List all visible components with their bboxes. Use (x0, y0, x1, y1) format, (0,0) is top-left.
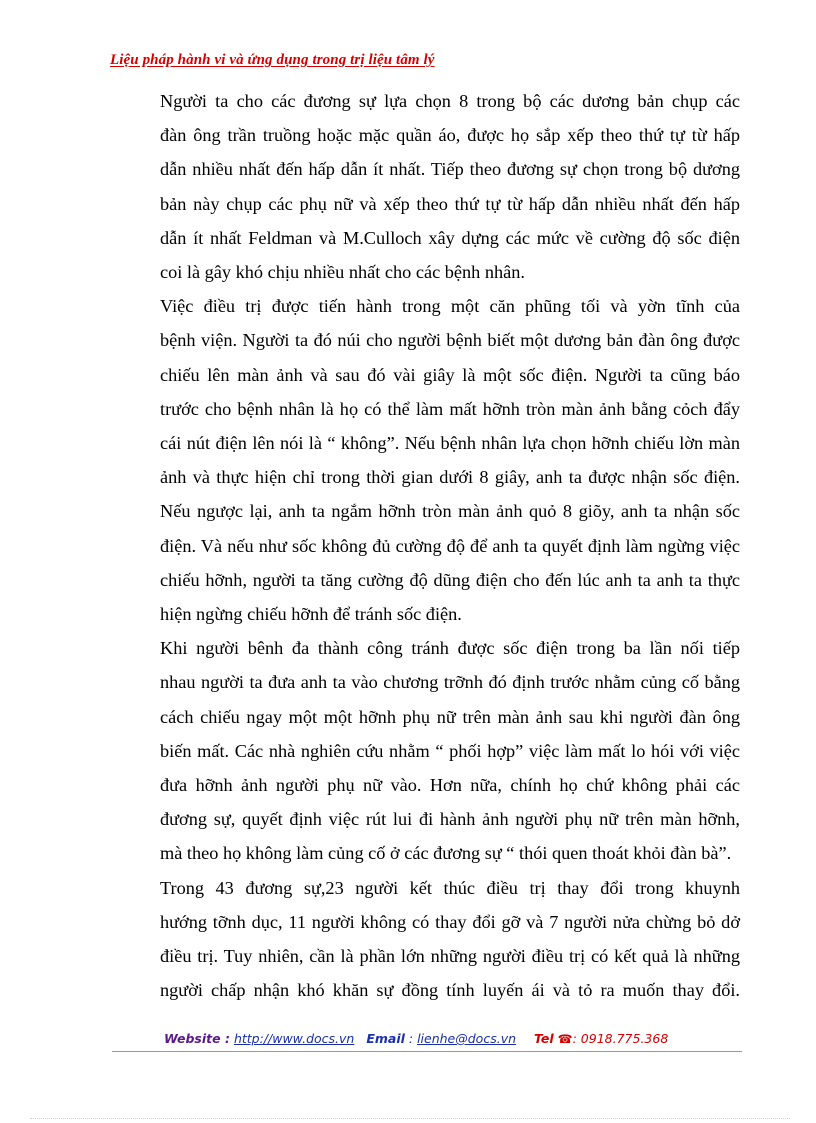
text-line: dẫn ít nhất Feldman và M.Culloch xây dựng các mức về cường độ sốc điện (160, 227, 740, 248)
text-line: Nếu ngược lại, anh ta ngắm hỡnh tròn màn ảnh quỏ 8 giõy, anh ta nhận sốc (160, 501, 740, 522)
text-line: điện. Và nếu như sốc không đủ cường độ để anh ta quyết định làm ngừng việc (160, 535, 740, 556)
text-line: đàn ông trần truồng hoặc mặc quần áo, được họ sắp xếp theo thứ tự từ hấp (160, 125, 740, 146)
text-line: Khi người bênh đa thành công tránh được sốc điện trong ba lần nối tiếp (160, 638, 740, 659)
text-line: đưa hỡnh ảnh người phụ nữ vào. Hơn nữa, chính họ chứ không phải các (160, 775, 740, 796)
paragraph-4 (112, 871, 740, 1008)
text-line: người chấp nhận khó khăn sự đồng tính luyến ái và tỏ ra muốn thay đổi. (160, 980, 740, 1001)
text-line: coi là gây khó chịu nhiều nhất cho các bệnh nhân. (160, 262, 525, 283)
text-line: nhau người ta đưa anh ta vào chương trỡnh đó định trước nhằm củng cố bằng (160, 672, 740, 693)
paragraph-3 (112, 631, 740, 870)
text-line: Việc điều trị được tiến hành trong một căn phũng tối và yờn tĩnh của (160, 296, 740, 317)
paragraph-1 (112, 84, 740, 289)
email-label: Email (366, 1031, 405, 1046)
text-line: chiếu hỡnh, người ta tăng cường độ dũng điện cho đến lúc anh ta anh ta thực (160, 569, 740, 590)
text-line: cái nút điện lên nói là “ không”. Nếu bệnh nhân lựa chọn hỡnh chiếu lờn màn (160, 433, 740, 454)
phone-number: : 0918.775.368 (572, 1031, 669, 1046)
text-line: bản này chụp các phụ nữ và xếp theo thứ tự từ hấp dẫn nhiều nhất đến hấp (160, 193, 740, 214)
text-line: đương sự, quyết định việc rút lui đi hành ảnh người phụ nữ trên màn hỡnh, (160, 809, 740, 830)
phone-icon: ☎ (557, 1032, 573, 1046)
text-line: hướng tỡnh dục, 11 người không có thay đổi gỡ và 7 người nửa chừng bỏ dở (160, 911, 740, 932)
text-line: hiện ngừng chiếu hỡnh để tránh sốc điện. (160, 604, 462, 625)
text-line: trước cho bệnh nhân là họ có thể làm mất hỡnh tròn màn ảnh bằng cỏch đẩy (160, 398, 740, 419)
page-footer (164, 1031, 668, 1046)
text-line: bệnh viện. Người ta đó núi cho người bệnh biết một dương bản đàn ông được (160, 330, 740, 351)
text-line: Trong 43 đương sự,23 người kết thúc điều trị thay đổi trong khuynh (160, 877, 740, 898)
text-line: dẫn nhiều nhất đến hấp dẫn ít nhất. Tiếp theo đương sự chọn trong bộ dương (160, 159, 740, 180)
tel-label: Tel (534, 1031, 554, 1046)
text-line: mà theo họ không làm củng cố ở các đương sự “ thói quen thoát khỏi đàn bà”. (160, 843, 732, 864)
document-body (112, 84, 740, 1007)
page-header-title: Liệu pháp hành vi và ứng dụng trong trị liệu tâm lý (110, 52, 435, 68)
website-label: Website : (164, 1031, 230, 1046)
text-line: cách chiếu ngay một một hỡnh phụ nữ trên màn ảnh sau khi người đàn ông (160, 706, 740, 727)
email-link[interactable]: lienhe@docs.vn (417, 1031, 517, 1046)
text-line: điều trị. Tuy nhiên, cần là phần lớn những người điều trị có kết quả là những (160, 946, 740, 967)
website-link[interactable]: http://www.docs.vn (233, 1031, 355, 1046)
text-line: ảnh và thực hiện chỉ trong thời gian dưới 8 giây, anh ta được nhận sốc điện. (160, 467, 740, 488)
text-line: Người ta cho các đương sự lựa chọn 8 trong bộ các dương bản chụp các (160, 91, 740, 111)
footer-divider (112, 1051, 742, 1052)
text-line: biến mất. Các nhà nghiên cứu nhằm “ phối hợp” việc làm mất lo hói với việc (160, 740, 740, 761)
email-separator: : (404, 1031, 418, 1046)
paragraph-2 (112, 289, 740, 631)
page-bottom-edge (30, 1118, 790, 1119)
text-line: chiếu lên màn ảnh và sau đó vài giây là một sốc điện. Người ta cũng báo (160, 364, 740, 385)
